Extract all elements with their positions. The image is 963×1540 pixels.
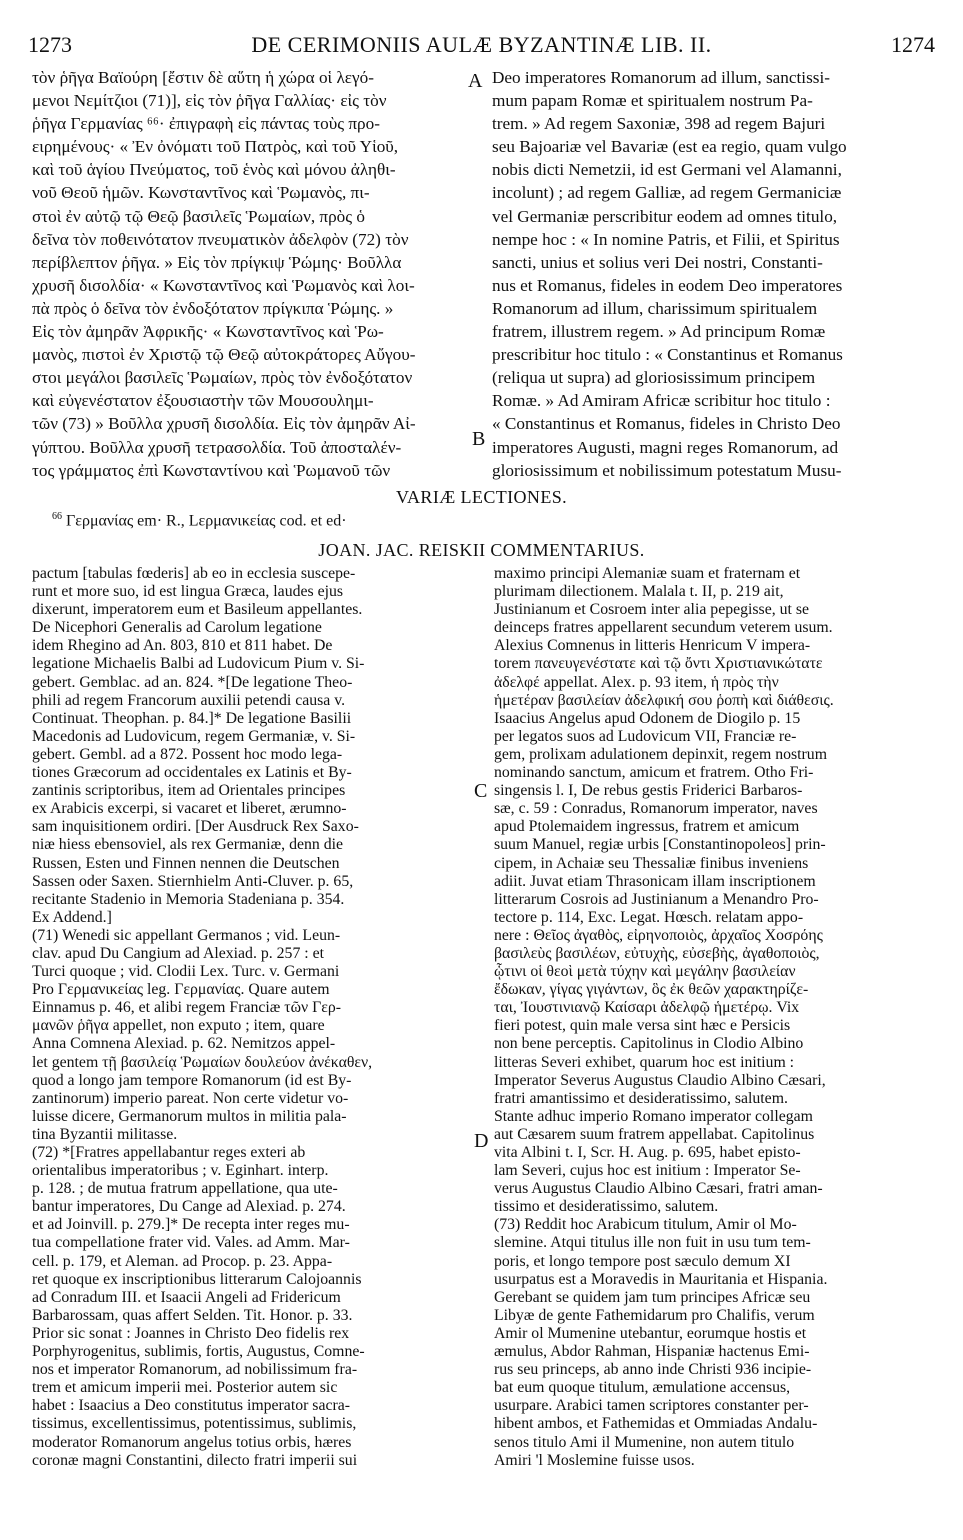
latin-text-line: nobis dicti Nemetzii, id est Germani vel Alamanni, xyxy=(492,160,842,180)
commentary-heading: JOAN. JAC. REISKII COMMENTARIUS. xyxy=(318,540,645,560)
commentary-line: aut Cæsarem suum fratrem appellabat. Capitolinus xyxy=(494,1125,815,1143)
commentary-line: clav. apud Du Cangium ad Alexiad. p. 257 : et xyxy=(32,944,325,962)
latin-text-line: sancti, unius et solius veri Dei nostri, Constanti- xyxy=(492,252,823,272)
commentary-line: tissimo et desideratissimo, salutem. xyxy=(494,1198,719,1216)
commentary-line: plurimam dilectionem. Malala t. II, p. 219 ait, xyxy=(494,583,784,601)
page-number-right: 1274 xyxy=(891,32,935,57)
commentary-line: Isaacius Angelus apud Odonem de Diogilo p. 15 xyxy=(494,709,801,727)
commentary-line: verus Augustus Claudio Albino Cæsari, fratri aman- xyxy=(494,1180,823,1198)
commentary-line: Pro Γερμανικείας leg. Γερμανίας. Quare autem xyxy=(32,981,330,999)
commentary-line: senos titulo Ami il Mumenine, non autem titulo xyxy=(494,1433,795,1451)
variant-reading-note xyxy=(52,511,347,530)
commentary-line: Justinianum et Cosroem inter alia pepegisse, ut se xyxy=(494,601,809,619)
commentary-line: ται, Ἰουστινιανῷ Καίσαρι ἀδελφῷ ἡμετέρῳ. Vix xyxy=(494,999,800,1017)
latin-text-line: Romæ. » Ad Amiram Africæ scribitur hoc titulo : xyxy=(492,391,831,411)
latin-text-line: nempe hoc : « In nomine Patris, et Filii, et Spiritus xyxy=(492,229,840,249)
greek-text-line: δεῖνα τὸν ποθεινότατον πνευματικὸν ἀδελφὸν (72) τὸν xyxy=(32,229,409,249)
margin-marker-d: D xyxy=(474,1130,489,1152)
commentary-line: Einnamus p. 46, et alibi regem Franciæ τῶν Γερ- xyxy=(32,999,342,1017)
commentary-line: nere : Θεῖος ἀγαθὸς, εἰρηνοποιὸς, ἀρχαῖος Χοσρόης xyxy=(494,926,823,944)
commentary-line: ἔδωκαν, γίγας γιγάντων, ὃς ἐκ θεῶν χαρακτηρίζε- xyxy=(494,981,809,999)
commentary-line: zantinorum) imperio pareat. Non certe videtur vo- xyxy=(32,1089,349,1107)
commentary-line: apud Ptolemaidem ingressus, fratrem et amicum xyxy=(494,818,800,836)
commentary-line: Sassen oder Saxen. Stiernhielm Anti-Cluver. p. 65, xyxy=(32,872,354,890)
commentary-line: coronæ magni Constantini, dilecto fratri imperii sui xyxy=(32,1451,358,1469)
latin-text-line: Deo imperatores Romanorum ad illum, sanctissi- xyxy=(492,68,830,87)
commentary-line: μανῶν ῥῆγα appellet, non exputo ; item, quare xyxy=(32,1017,325,1035)
commentary-line: Ex Addend.] xyxy=(32,908,112,926)
commentary-line: deinceps fratres appellarent secundum veterem usum. xyxy=(494,619,833,637)
greek-text-line: στοὶ ἐν αὐτῷ τῷ Θεῷ βασιλεῖς Ῥωμαίων, πρὸς ὁ xyxy=(32,206,365,226)
page-header xyxy=(28,32,935,62)
greek-text-line: χρυσῆ δισολδία· « Κωνσταντῖνος καὶ Ῥωμανὸς καὶ λοι- xyxy=(32,275,415,295)
latin-text-line: seu Bajoariæ vel Bavariæ (est ea regio, quam vulgo xyxy=(492,137,847,157)
commentary-line: Anna Comnena Alexiad. p. 62. Nemitzos appel- xyxy=(32,1035,336,1053)
latin-text-line: prescribitur hoc titulo : « Constantinus et Romanus xyxy=(492,345,843,365)
commentary-line: ret quoque ex inscriptionibus litterarum Calojoannis xyxy=(32,1270,362,1288)
commentary-line: sæ, c. 59 : Conradus, Romanorum imperator, naves xyxy=(494,800,818,818)
commentary-line: Macedonis ad Ludovicum, regem Germaniæ, v. Si- xyxy=(32,727,356,745)
latin-text-column xyxy=(492,66,934,482)
latin-text-line: imperatores Augusti, magni reges Romanorum, ad xyxy=(492,437,839,457)
margin-marker-c: C xyxy=(474,780,488,802)
commentary-line: fieri potest, quin male versa sint hæc e Persicis xyxy=(494,1017,791,1035)
commentary-line: tissimus, excellentissimus, potentissimus, sublimis, xyxy=(32,1415,357,1433)
commentary-line: zantinis scriptoribus, item ad Orientales principes xyxy=(32,782,346,800)
commentary-left-column xyxy=(32,565,462,1470)
commentary-line: Alexius Comnenus in litteris Henricum V impera- xyxy=(494,637,811,655)
commentary-line: bantur imperatores, Du Cange ad Alexiad. p. 274. xyxy=(32,1198,346,1216)
commentary-line: Prior sic sonat : Joannes in Christo Deo fidelis rex xyxy=(32,1324,350,1342)
commentary-line: gebert. Gemblac. ad an. 824. *[De legatione Theo- xyxy=(32,673,353,691)
commentary-line: ad Conradum III. et Isaacii Angeli ad Fridericum xyxy=(32,1288,341,1306)
latin-text-line: trem. » Ad regem Saxoniæ, 398 ad regem Bajuri xyxy=(492,114,826,134)
commentary-line: æmulus, Abdor Rahman, Hispaniæ hactenus Emi- xyxy=(494,1343,810,1361)
commentary-line: et ad Joinvill. p. 279.]* De recepta inter reges mu- xyxy=(32,1216,350,1234)
greek-text-line: καὶ τοῦ ἁγίου Πνεύματος, τοῦ ἑνὸς καὶ μόνου ἀληθι- xyxy=(32,160,396,180)
greek-text-line: περίβλεπτον ῥῆγα. » Εἰς τὸν πρίγκιψ Ῥώμης· Βοῦλλα xyxy=(32,252,402,272)
margin-marker-b: B xyxy=(472,428,486,450)
latin-text-line: Romanorum ad illum, charissimum spiritualem xyxy=(492,298,818,318)
commentary-line: sam inquisitionem ordiri. [Der Ausdruck Rex Saxo- xyxy=(32,818,359,836)
commentary-line: tua compellatione frater vid. Vales. ad Amm. Mar- xyxy=(32,1234,350,1252)
commentary-line: idem Rhegino ad An. 803, 810 et 811 habet. De xyxy=(32,637,333,655)
running-title: DE CERIMONIIS AULÆ BYZANTINÆ LIB. II. xyxy=(251,32,712,57)
commentary-line: vita Albini t. I, Scr. H. Aug. p. 695, habet episto- xyxy=(494,1144,801,1161)
commentary-line: adiit. Juvat etiam Thrasonicam illam inscriptionem xyxy=(494,872,816,890)
commentary-line: singensis l. I, De rebus gestis Friderici Barbaros- xyxy=(494,782,803,800)
commentary-line: Barbarossam, quas affert Selden. Tit. Honor. p. 33. xyxy=(32,1306,353,1324)
commentary-line: moderator Romanorum angelus totius orbis, hæres xyxy=(32,1433,352,1451)
latin-text-line: vel Germaniæ perscribitur eodem ad omnes titulo, xyxy=(492,206,838,226)
latin-text-line: fratrem, illustrem regem. » Ad principum Romæ xyxy=(492,322,826,342)
commentary-line: Amir ol Mumenine utebantur, eorumque hostis et xyxy=(494,1324,807,1342)
greek-text-line: τῶν (73) » Βοῦλλα χρυσῆ δισολδία. Εἰς τὸν ἀμηρᾶν Αἰ- xyxy=(32,414,416,434)
greek-text-line: τὸν ῥῆγα Βαϊούρη [ἔστιν δὲ αὕτη ἡ χώρα οἱ λεγό- xyxy=(32,68,374,87)
greek-text-line: νοῦ Θεοῦ ἡμῶν. Κωνσταντῖνος καὶ Ῥωμανὸς, πι- xyxy=(32,183,370,203)
commentary-right-column xyxy=(494,565,928,1470)
commentary-line: Libyæ de gente Fathemidarum pro Chalifis, verum xyxy=(494,1306,815,1324)
commentary-line: luisse dicere, Germanorum multos in militia pala- xyxy=(32,1107,347,1125)
commentary-line: tiones Græcorum ad occidentales ex Latinis et By- xyxy=(32,764,352,782)
latin-text-line: nus et Romanus, fideles in eodem Deo imperatores xyxy=(492,275,843,295)
commentary-line: slemine. Atqui titulus ille non fuit in usu tum tem- xyxy=(494,1234,811,1252)
variant-note-number: 66 xyxy=(52,511,62,522)
commentary-line: litteras Severi exhibet, quarum hoc est initium : xyxy=(494,1053,795,1071)
page-number-left: 1273 xyxy=(28,32,72,57)
greek-text-line: τος γράμματος ἐπὶ Κωνσταντίνου καὶ Ῥωμανοῦ τῶν xyxy=(32,460,391,480)
commentary-line: nos et imperator Romanorum, ad nobilissimum fra- xyxy=(32,1361,358,1379)
commentary-line: nominando sanctum, amicum et fratrem. Otho Fri- xyxy=(494,764,814,782)
greek-text-line: Εἰς τὸν ἀμηρᾶν Ἀφρικῆς· « Κωνσταντῖνος καὶ Ῥω- xyxy=(32,322,384,342)
commentary-line: poris, et longo tempore post sæculo demum XI xyxy=(494,1252,791,1270)
commentary-line: Imperator Severus Augustus Claudio Albino Cæsari, xyxy=(494,1071,826,1089)
commentary-line: litterarum Cosrois ad Justinianum a Menandro Pro- xyxy=(494,890,819,908)
commentary-line: usurpatus est a Moravedis in Mauritania et Hispania. xyxy=(494,1270,828,1288)
commentary-line: Gerebant se quidem jam tum principes Africæ seu xyxy=(494,1288,811,1306)
commentary-line: recitante Stadenio in Memoria Stadeniana p. 354. xyxy=(32,890,345,908)
commentary-line: usurpare. Arabici tamen scriptores constanter per- xyxy=(494,1397,809,1415)
commentary-line: torem πανευγενέστατε καὶ τῷ ὄντι Χριστιανικώτατε xyxy=(494,655,823,673)
margin-marker-a: A xyxy=(468,70,483,92)
commentary-line: quod a longo jam tempore Romanorum (id est By- xyxy=(32,1071,352,1089)
greek-text-line: μανὸς, πιστοὶ ἐν Χριστῷ τῷ Θεῷ αὐτοκράτορες Αὔγου- xyxy=(32,345,416,365)
commentary-line: suum Manuel, regiæ urbis [Constantinopoleos] prin- xyxy=(494,836,826,854)
greek-text-line: καὶ εὐγενέστατον ἐξουσιαστὴν τῶν Μουσουλημι- xyxy=(32,391,374,411)
latin-text-line: gloriosissimum et nobilissimum potestatum Musu- xyxy=(492,460,842,480)
greek-text-line: γύπτου. Βοῦλλα χρυσῆ τετρασολδία. Τοῦ ἀποσταλέν- xyxy=(32,437,402,457)
commentary-line: ex Arabicis excerpi, si vacaret et liberet, ærumno- xyxy=(32,800,347,818)
commentary-line: trem et amicum imperii mei. Posterior autem sic xyxy=(32,1379,338,1397)
commentary-line: cell. p. 179, et Aleman. ad Procop. p. 23. Appa- xyxy=(32,1252,333,1270)
commentary-line: pactum [tabulas fœderis] ab eo in ecclesia suscepe- xyxy=(32,565,356,582)
commentary-line: (71) Wenedi sic appellant Germanos ; vid. Leun- xyxy=(32,926,341,944)
commentary-line: Continuat. Theophan. p. 84.]* De legatione Basilii xyxy=(32,709,352,727)
commentary-line: tectore p. 114, Exc. Legat. Hœsch. relatam appo- xyxy=(494,908,804,926)
commentary-line: maximo principi Alemaniæ suam et fraternam et xyxy=(494,565,801,582)
commentary-line: hibent ambos, et Fathemidas et Ommiadas Andalu- xyxy=(494,1415,818,1433)
commentary-line: (72) *[Fratres appellabantur reges exteri ab xyxy=(32,1144,306,1161)
commentary-line: lam Severi, cujus hoc est initium : Imperator Se- xyxy=(494,1162,801,1180)
commentary-line: orientalibus imperatoribus ; v. Eginhart. interp. xyxy=(32,1162,329,1180)
commentary-line: non bene perceptis. Capitolinus in Clodio Albino xyxy=(494,1035,804,1053)
variae-lectiones-heading: VARIÆ LECTIONES. xyxy=(395,487,568,507)
commentary-line: Porphyrogenitus, sublimis, fortis, Augustus, Comne- xyxy=(32,1343,365,1361)
commentary-line: phili ad regem Francorum auxilii petendi causa v. xyxy=(32,691,346,709)
commentary-line: Stante adhuc imperio Romano imperator collegam xyxy=(494,1107,813,1125)
commentary-line: p. 128. ; de mutua fratrum appellatione, qua ute- xyxy=(32,1180,338,1198)
commentary-line: niæ hiess ebensoviel, als rex Germaniæ, denn die xyxy=(32,836,344,854)
latin-text-line: (reliqua ut supra) ad gloriosissimum principem xyxy=(492,368,816,388)
commentary-line: dixerunt, imperatorem eum et Basileum appellantes. xyxy=(32,601,363,619)
commentary-line: let gentem τῇ βασιλείᾳ Ῥωμαίων δουλεύον ἀνέκαθεν, xyxy=(32,1053,373,1071)
commentary-line: gem, prolixam adulationem depinxit, regem nostrum xyxy=(494,745,827,763)
commentary-line: legatione Michaelis Balbi ad Ludovicum Pium v. Si- xyxy=(32,655,365,673)
greek-text-line: ῥῆγα Γερμανίας ⁶⁶· ἐπιγραφὴ εἰς πάντας τοὺς προ- xyxy=(32,114,380,134)
commentary-line: cipem, in Achaiæ seu Thessaliæ finibus inveniens xyxy=(494,854,809,872)
commentary-line: ᾧτινι οἱ θεοὶ μετὰ τύχην καὶ μεγάλην βασιλείαν xyxy=(494,963,796,981)
greek-text-line: πὰ πρὸς ὁ δεῖνα τὸν ἐνδοξότατον πρίγκιπα Ῥώμης. » xyxy=(32,298,394,318)
commentary-line: habet : Isaacius a Deo constitutus imperator sacra- xyxy=(32,1397,351,1415)
commentary-line: gebert. Gembl. ad a 872. Possent hoc modo lega- xyxy=(32,745,343,763)
variant-note-text: Γερμανίας em· R., Lερμανικείας cod. et ed· xyxy=(62,512,347,530)
commentary-line: ἡμετέραν βασιλείαν ἀδελφική σου ῥοπὴ καὶ διάθεσις. xyxy=(494,691,834,709)
greek-text-line: μενοι Νεμίτζιοι (71)], εἰς τὸν ῥῆγα Γαλλίας· εἰς τὸν xyxy=(32,91,387,111)
greek-text-line: ειρημένους· « Ἐν ὀνόματι τοῦ Πατρὸς, καὶ τοῦ Υἱοῦ, xyxy=(32,137,399,157)
commentary-line: tina Byzantii militasse. xyxy=(32,1125,178,1143)
commentary-line: fratri amantissimo et desideratissimo, salutem. xyxy=(494,1089,788,1107)
commentary-line: βασιλεὺς βασιλέων, εὐτυχὴς, εὐσεβὴς, ἀγαθοποιὸς, xyxy=(494,944,820,962)
commentary-line: bat eum quoque titulum, æmulatione accensus, xyxy=(494,1379,791,1397)
latin-text-line: incolunt) ; ad regem Galliæ, ad regem Germaniciæ xyxy=(492,183,842,203)
greek-text-column xyxy=(32,66,464,482)
commentary-line: per legatos suos ad Ludovicum VII, Franciæ re- xyxy=(494,727,797,745)
latin-text-line: mum papam Romæ et spiritualem nostrum Pa- xyxy=(492,91,813,111)
commentary-line: Turci quoque ; vid. Clodii Lex. Turc. v. Germani xyxy=(32,963,340,981)
commentary-line: rus seu princeps, ab anno inde Christi 936 incipie- xyxy=(494,1361,812,1379)
commentary-line: Amiri 'l Moslemine fuisse usos. xyxy=(494,1451,695,1469)
greek-text-line: στοι μεγάλοι βασιλεῖς Ῥωμαίων, πρὸς τὸν ἐνδοξότατον xyxy=(32,368,413,388)
commentary-line: De Nicephori Generalis ad Carolum legatione xyxy=(32,619,322,637)
commentary-line: (73) Reddit hoc Arabicum titulum, Amir ol Mo- xyxy=(494,1216,797,1234)
commentary-line: runt et more suo, id est lingua Græca, laudes ejus xyxy=(32,583,344,601)
latin-text-line: « Constantinus et Romanus, fideles in Christo Deo xyxy=(492,414,841,434)
commentary-line: ἀδελφέ appellat. Alex. p. 93 item, ἡ πρὸς τὴν xyxy=(494,673,779,691)
commentary-line: Russen, Esten und Finnen nennen die Deutschen xyxy=(32,854,340,872)
